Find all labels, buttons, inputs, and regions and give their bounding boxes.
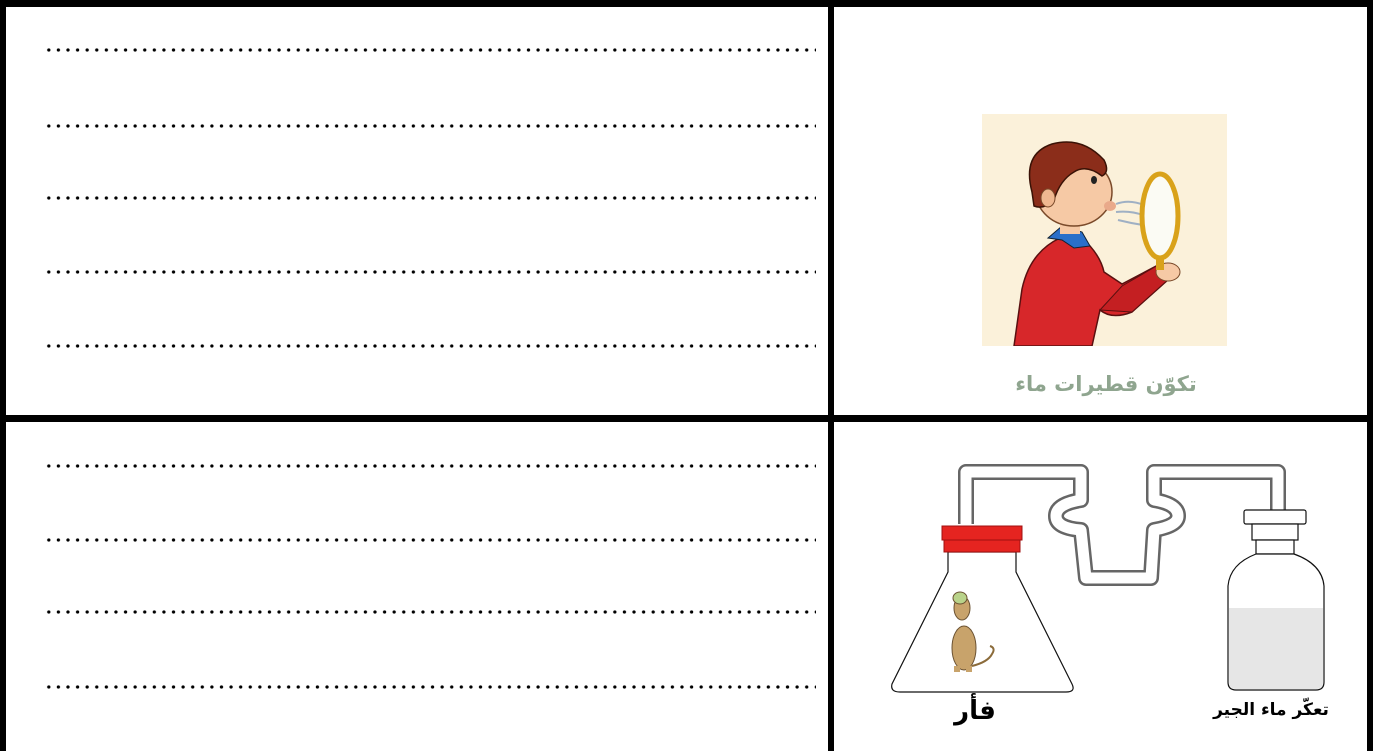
boy-breathing-on-mirror-illustration xyxy=(982,114,1227,346)
answer-line[interactable] xyxy=(44,48,816,52)
respiration-apparatus-illustration xyxy=(886,460,1342,700)
table-border-left xyxy=(0,0,6,751)
answer-line[interactable] xyxy=(44,538,816,542)
table-border-middle xyxy=(0,415,1372,422)
condensation-caption: تكوّن قطيرات ماء xyxy=(1015,372,1197,396)
answer-line[interactable] xyxy=(44,344,816,348)
answer-line[interactable] xyxy=(44,270,816,274)
answer-line[interactable] xyxy=(44,464,816,468)
limewater-bottle xyxy=(1228,510,1324,690)
answer-line[interactable] xyxy=(44,124,816,128)
table-border-top xyxy=(0,0,1372,7)
answer-line[interactable] xyxy=(44,196,816,200)
limewater-label: تعكّر ماء الجير xyxy=(1213,700,1329,720)
table-border-center xyxy=(828,0,834,751)
answer-line[interactable] xyxy=(44,685,816,689)
flask-stopper xyxy=(942,526,1022,540)
answer-line[interactable] xyxy=(44,610,816,614)
mouse-label: فأر xyxy=(954,696,996,726)
table-border-right xyxy=(1367,0,1373,751)
